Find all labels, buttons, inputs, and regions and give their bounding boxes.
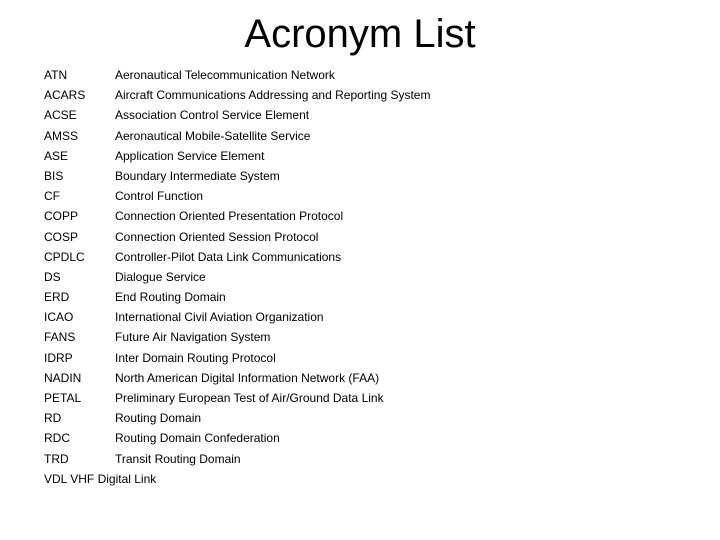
acronym-abbr: ACARS [44,88,86,103]
acronym-row [44,126,430,146]
acronym-definition: Aeronautical Telecommunication Network [115,68,335,82]
acronym-abbr: COPP [44,209,79,224]
acronym-abbr: CPDLC [44,249,85,264]
acronym-row [44,247,430,267]
page-title: Acronym List [244,12,476,56]
acronym-definition: Preliminary European Test of Air/Ground Data Link [115,391,384,405]
acronym-row [44,388,430,408]
acronym-abbr: ERD [44,290,70,305]
acronym-definition: Aircraft Communications Addressing and Reporting System [115,88,431,103]
acronym-abbr: ICAO [44,310,74,325]
acronym-abbr: FANS [44,330,76,345]
acronym-row [44,85,430,105]
acronym-row [44,146,430,166]
acronym-abbr: IDRP [44,350,73,365]
acronym-abbr: CF [44,189,60,204]
acronym-row [44,166,430,186]
acronym-definition: Transit Routing Domain [115,451,241,466]
acronym-definition: Application Service Element [115,148,265,163]
acronym-row [44,65,430,85]
acronym-abbr: ASE [44,148,69,163]
acronym-abbr: ACSE [44,108,77,123]
acronym-abbr: AMSS [44,128,79,143]
acronym-definition: Boundary Intermediate System [115,168,280,183]
acronym-definition: International Civil Aviation Organization [115,310,324,325]
acronym-abbr: ATN [44,68,68,82]
acronym-definition: End Routing Domain [115,290,226,305]
acronym-abbr: PETAL [44,391,82,405]
acronym-abbr: BIS [44,168,64,183]
acronym-definition: Routing Domain [115,411,202,426]
acronym-definition: Connection Oriented Session Protocol [115,229,319,244]
acronym-definition: Controller-Pilot Data Link Communications [115,249,342,264]
acronym-definition: Connection Oriented Presentation Protocol [115,209,344,224]
acronym-list [44,65,430,489]
acronym-row [44,348,430,368]
acronym-abbr: TRD [44,451,69,466]
acronym-row [44,408,430,428]
acronym-abbr: COSP [44,229,79,244]
acronym-row [44,368,430,388]
acronym-row [44,287,430,307]
acronym-last-line: VDL VHF Digital Link [44,471,157,486]
acronym-definition: Association Control Service Element [115,108,310,123]
acronym-abbr: NADIN [44,370,82,385]
acronym-row [44,186,430,206]
acronym-row [44,428,430,448]
acronym-row [44,449,430,469]
acronym-abbr: RDC [44,431,70,446]
acronym-row [44,227,430,247]
acronym-row [44,105,430,125]
acronym-definition: Aeronautical Mobile-Satellite Service [115,128,311,143]
acronym-row [44,206,430,226]
acronym-row [44,307,430,327]
acronym-abbr: DS [44,269,61,284]
acronym-definition: Dialogue Service [115,269,206,284]
acronym-definition: Inter Domain Routing Protocol [115,350,276,365]
acronym-definition: North American Digital Information Network (FAA) [115,370,380,385]
acronym-abbr: RD [44,411,62,426]
acronym-definition: Routing Domain Confederation [115,431,280,446]
acronym-row [44,327,430,347]
acronym-definition: Control Function [115,189,204,204]
acronym-row [44,267,430,287]
acronym-definition: Future Air Navigation System [115,330,271,345]
